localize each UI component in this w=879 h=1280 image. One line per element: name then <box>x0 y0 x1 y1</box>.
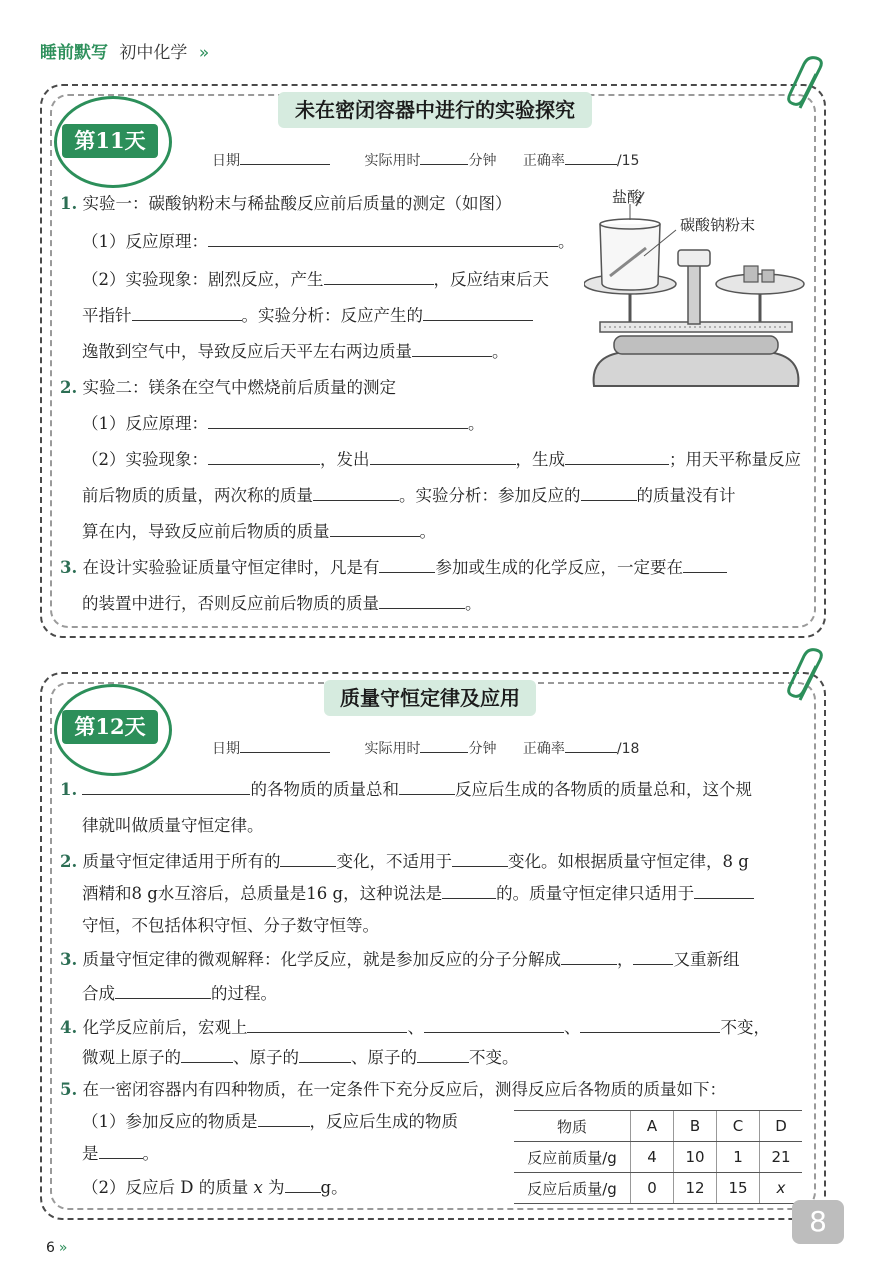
day11-q1-line2 <box>82 228 575 256</box>
text: 。 <box>142 1144 159 1163</box>
answer-blank[interactable] <box>299 1048 351 1063</box>
text: （1）参加反应的物质是 <box>82 1112 258 1131</box>
text: 不变， <box>720 1018 770 1037</box>
accuracy-field[interactable] <box>565 738 617 753</box>
day11-badge-text: 第11天 <box>62 124 158 158</box>
series-title: 睡前默写 <box>40 43 108 63</box>
text: 。实验分析：参加反应的 <box>399 486 581 505</box>
accuracy-total: /18 <box>616 741 640 757</box>
text: 。 <box>492 342 509 361</box>
text: （2）实验现象：剧烈反应，产生 <box>82 270 324 289</box>
table-cell: x <box>760 1173 803 1204</box>
answer-blank[interactable] <box>412 342 492 357</box>
day12-badge-text: 第12天 <box>62 710 158 744</box>
answer-blank[interactable] <box>423 306 533 321</box>
day12-q5-line3 <box>82 1140 159 1168</box>
day12-meta <box>212 738 639 758</box>
text: ， <box>616 950 634 969</box>
day11-q1-line3 <box>82 266 549 294</box>
accuracy-field[interactable] <box>565 150 617 165</box>
time-label: 实际用时 <box>364 153 421 169</box>
text: ；用天平称量反应 <box>669 450 801 469</box>
date-field[interactable] <box>240 150 330 165</box>
text: （2）反应后 D 的质量 <box>82 1178 249 1197</box>
question-number: 2. <box>60 378 78 397</box>
table-cell: 12 <box>674 1173 717 1204</box>
table-cell: 4 <box>631 1142 674 1173</box>
mass-table <box>514 1110 802 1204</box>
day11-q2-line2 <box>82 410 485 438</box>
text: 反应后生成的各物质的质量总和，这个规 <box>454 780 752 799</box>
day11-q2-line1 <box>60 374 396 402</box>
paperclip-icon <box>786 56 830 116</box>
table-cell: 物质 <box>514 1111 631 1142</box>
day12-q5-line2 <box>82 1108 458 1136</box>
answer-blank[interactable] <box>442 884 496 899</box>
answer-blank[interactable] <box>99 1144 143 1159</box>
day12-q2-line3 <box>82 912 379 940</box>
answer-blank[interactable] <box>561 950 617 965</box>
accuracy-label: 正确率 <box>522 741 565 757</box>
text: 不变。 <box>469 1048 519 1067</box>
answer-blank[interactable] <box>581 486 637 501</box>
table-cell: A <box>631 1111 674 1142</box>
day11-q2-line3 <box>82 446 801 474</box>
text: （1）反应原理： <box>82 414 208 433</box>
answer-blank[interactable] <box>633 950 673 965</box>
answer-blank[interactable] <box>330 522 420 537</box>
text: 变化。如根据质量守恒定律，8 g <box>507 852 749 871</box>
answer-blank[interactable] <box>452 852 508 867</box>
question-number: 1. <box>60 194 78 213</box>
text: 又重新组 <box>673 950 740 969</box>
text: 、原子的 <box>351 1048 417 1067</box>
text: ，发出 <box>320 450 370 469</box>
answer-blank[interactable] <box>399 780 455 795</box>
answer-blank[interactable] <box>683 558 727 573</box>
answer-blank[interactable] <box>580 1018 720 1033</box>
question-number: 2. <box>60 852 78 871</box>
time-unit: 分钟 <box>468 741 497 757</box>
answer-blank[interactable] <box>82 780 250 795</box>
day12-q1-line2 <box>82 812 264 840</box>
text: 律就叫做质量守恒定律。 <box>82 816 264 835</box>
answer-blank[interactable] <box>324 270 434 285</box>
table-header-row <box>514 1111 802 1142</box>
question-number: 3. <box>60 558 78 577</box>
answer-blank[interactable] <box>208 450 320 465</box>
question-text: 在一密闭容器内有四种物质，在一定条件下充分反应后，测得反应后各物质的质量如下： <box>82 1080 726 1099</box>
text: 变化，不适用于 <box>336 852 452 871</box>
time-label: 实际用时 <box>364 741 421 757</box>
text: （1）反应原理： <box>82 232 208 251</box>
chevron-icon: » <box>58 1240 68 1256</box>
answer-blank[interactable] <box>417 1048 469 1063</box>
time-field[interactable] <box>420 150 468 165</box>
text: 质量守恒定律适用于所有的 <box>82 852 281 871</box>
text: 酒精和8 g水互溶后，总质量是16 g，这种说法是 <box>82 884 443 903</box>
day12-q4-line1 <box>60 1014 770 1042</box>
answer-blank[interactable] <box>565 450 669 465</box>
answer-blank[interactable] <box>132 306 242 321</box>
answer-blank[interactable] <box>181 1048 233 1063</box>
day11-title: 未在密闭容器中进行的实验探究 <box>278 92 592 128</box>
text: 前后物质的质量，两次称的质量 <box>82 486 313 505</box>
date-field[interactable] <box>240 738 330 753</box>
answer-blank[interactable] <box>258 1112 310 1127</box>
text: 。 <box>558 232 575 251</box>
text: 的过程。 <box>211 984 277 1003</box>
day11-q3-line2 <box>82 590 482 618</box>
text: 算在内，导致反应前后物质的质量 <box>82 522 330 541</box>
table-cell: 反应前质量/g <box>514 1142 631 1173</box>
subject-title: 初中化学 <box>119 43 188 63</box>
table-cell: 15 <box>717 1173 760 1204</box>
table-cell: B <box>674 1111 717 1142</box>
text: 是 <box>82 1144 99 1163</box>
table-cell: D <box>760 1111 803 1142</box>
text: 的各物质的质量总和 <box>250 780 399 799</box>
text: 微观上原子的 <box>82 1048 181 1067</box>
question-number: 4. <box>60 1018 78 1037</box>
table-cell: 0 <box>631 1173 674 1204</box>
time-field[interactable] <box>420 738 468 753</box>
text: 质量守恒定律的微观解释：化学反应，就是参加反应的分子分解成 <box>82 950 561 969</box>
text: ，反应后生成的物质 <box>309 1112 458 1131</box>
question-number: 1. <box>60 780 78 799</box>
day11-q2-line4 <box>82 482 736 510</box>
text: 在设计实验验证质量守恒定律时，凡是有 <box>82 558 380 577</box>
text: 为 <box>268 1178 285 1197</box>
accuracy-label: 正确率 <box>522 153 565 169</box>
page-number: 6 <box>46 1240 55 1256</box>
text: 、 <box>563 1018 581 1037</box>
text: ，生成 <box>515 450 565 469</box>
chevron-icon: » <box>198 43 210 63</box>
text: 的装置中进行，否则反应前后物质的质量 <box>82 594 379 613</box>
day11-q2-line5 <box>82 518 436 546</box>
paperclip-icon <box>786 648 830 708</box>
label-powder: 碳酸钠粉末 <box>680 216 756 234</box>
day12-q5-line4 <box>82 1174 348 1202</box>
day11-q1-line1 <box>60 190 511 218</box>
text: 逸散到空气中，导致反应后天平左右两边质量 <box>82 342 412 361</box>
answer-blank[interactable] <box>285 1178 321 1193</box>
day11-q3-line1 <box>60 554 727 582</box>
answer-blank[interactable] <box>208 232 558 247</box>
question-text: 实验二：镁条在空气中燃烧前后质量的测定 <box>82 378 396 397</box>
day12-q5-line1 <box>60 1076 726 1104</box>
day12-q3-line2 <box>82 980 277 1008</box>
answer-blank[interactable] <box>379 558 435 573</box>
label-acid: 盐酸 <box>612 188 643 206</box>
day11-meta <box>212 150 639 170</box>
day11-q1-line4 <box>82 302 533 330</box>
accuracy-total: /15 <box>616 153 640 169</box>
day11-q1-line5 <box>82 338 509 366</box>
text: 平指针 <box>82 306 132 325</box>
day12-q2-line1 <box>60 848 749 876</box>
text: 合成 <box>82 984 115 1003</box>
text: 的。质量守恒定律只适用于 <box>496 884 695 903</box>
text: ，反应结束后天 <box>433 270 549 289</box>
text: 。实验分析：反应产生的 <box>241 306 423 325</box>
table-row <box>514 1173 802 1204</box>
answer-blank[interactable] <box>370 450 516 465</box>
page-badge: 8 <box>792 1200 844 1244</box>
day12-q4-line2 <box>82 1044 519 1072</box>
table-row <box>514 1142 802 1173</box>
text: 的质量没有计 <box>636 486 736 505</box>
text: 化学反应前后，宏观上 <box>82 1018 248 1037</box>
answer-blank[interactable] <box>313 486 399 501</box>
answer-blank[interactable] <box>424 1018 564 1033</box>
text: 、 <box>407 1018 424 1037</box>
text: 参加或生成的化学反应，一定要在 <box>435 558 683 577</box>
answer-blank[interactable] <box>208 414 468 429</box>
page-footer <box>46 1240 68 1256</box>
text: 、原子的 <box>233 1048 299 1067</box>
text: 。 <box>468 414 485 433</box>
table-cell: C <box>717 1111 760 1142</box>
date-label: 日期 <box>212 741 240 757</box>
text: 。 <box>419 522 436 541</box>
text: （2）实验现象： <box>82 450 208 469</box>
question-number: 3. <box>60 950 78 969</box>
date-label: 日期 <box>212 153 240 169</box>
answer-blank[interactable] <box>694 884 754 899</box>
variable-x: x <box>253 1178 263 1197</box>
table-cell: 21 <box>760 1142 803 1173</box>
text: 。 <box>465 594 482 613</box>
answer-blank[interactable] <box>379 594 465 609</box>
answer-blank[interactable] <box>247 1018 407 1033</box>
table-cell: 1 <box>717 1142 760 1173</box>
table-cell: 反应后质量/g <box>514 1173 631 1204</box>
table-cell: 10 <box>674 1142 717 1173</box>
day12-title: 质量守恒定律及应用 <box>324 680 536 716</box>
question-text: 实验一：碳酸钠粉末与稀盐酸反应前后质量的测定（如图） <box>82 194 512 213</box>
day12-q3-line1 <box>60 946 739 974</box>
text: g。 <box>320 1178 348 1197</box>
page-header <box>40 38 209 63</box>
question-number: 5. <box>60 1080 78 1099</box>
text: 守恒，不包括体积守恒、分子数守恒等。 <box>82 916 379 935</box>
day12-q2-line2 <box>82 880 754 908</box>
day12-q1-line1 <box>60 776 752 804</box>
answer-blank[interactable] <box>280 852 336 867</box>
answer-blank[interactable] <box>115 984 211 999</box>
time-unit: 分钟 <box>468 153 497 169</box>
